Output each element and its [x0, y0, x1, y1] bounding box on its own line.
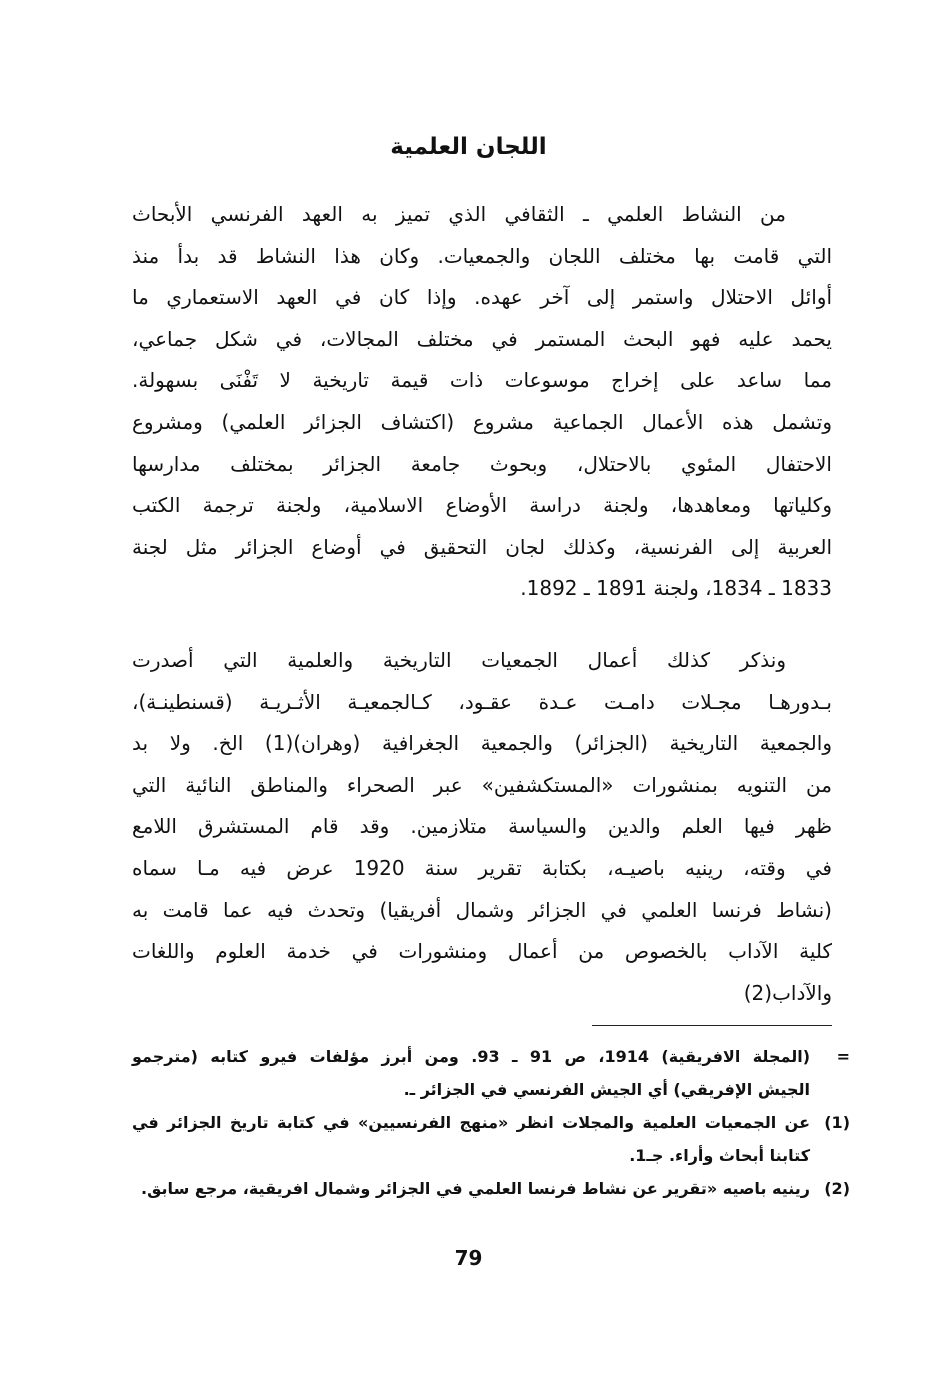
- paragraph-line: العربية إلى الفرنسية، وكذلك لجان التحقيق في أوضاع الجزائر مثل لجنة: [132, 534, 832, 559]
- page-title: اللجان العلمية: [390, 134, 547, 161]
- paragraph-line: أوائل الاحتلال واستمر إلى آخر عهده. وإذا كان في العهد الاستعماري ما: [132, 285, 832, 310]
- paragraph-line: وتشمل هذه الأعمال الجماعية مشروع (اكتشاف الجزائر العلمي) ومشروع: [132, 409, 832, 434]
- footnote-body: [132, 1106, 810, 1172]
- paragraph-line: والجمعية التاريخية (الجزائر) والجمعية الجغرافية (وهران)(1) الخ. ولا بد: [132, 731, 832, 756]
- footnote-marker: (2): [824, 1179, 850, 1198]
- paragraph-2: [132, 640, 832, 1014]
- footnote-line: رينيه باصيه «تقرير عن نشاط فرنسا العلمي في الجزائر وشمال افريقية، مرجع سابق.: [141, 1179, 810, 1198]
- paragraph-line: التي قامت بها مختلف اللجان والجمعيات. وكان هذا النشاط قد بدأ منذ: [132, 243, 832, 268]
- footnote-line: (المجلة الافريقية) 1914، ص 91 ـ 93. ومن أبرز مؤلفات فيرو كتابه (مترجمو: [132, 1047, 811, 1066]
- footnote-line: عن الجمعيات العلمية والمجلات انظر «منهج الفرنسيين» في كتابة تاريخ الجزائر في: [132, 1113, 810, 1132]
- paragraph-line: الاحتفال المئوي بالاحتلال، وبحوث جامعة الجزائر بمختلف مدارسها: [132, 451, 832, 476]
- footnote-line: الجيش الإفريقي) أي الجيش الفرنسي في الجزائر ـ.: [403, 1080, 810, 1099]
- footnote-2: [132, 1172, 850, 1205]
- paragraph-line: (نشاط فرنسا العلمي في الجزائر وشمال أفريقيا) وتحدث فيه عما قامت به: [132, 897, 832, 922]
- paragraph-line: مما ساعد على إخراج موسوعات ذات قيمة تاريخية لا تَفْنَى بسهولة.: [132, 368, 832, 393]
- footnote-marker: (1): [824, 1113, 850, 1132]
- paragraph-line: بـدورهـا مجـلات دامـت عـدة عقـود، كـالجمعيـة الأثـريـة (قسنطينـة)،: [132, 689, 832, 714]
- paragraph-line: وكلياتها ومعاهدها، ولجنة دراسة الأوضاع الاسلامية، ولجنة ترجمة الكتب: [132, 493, 832, 518]
- page-number: 79: [454, 1246, 483, 1270]
- paragraph-line: يحمد عليه فهو البحث المستمر في مختلف المجالات، في شكل جماعي،: [132, 326, 832, 351]
- footnote-continued: [132, 1040, 850, 1106]
- paragraph-line: ونذكر كذلك أعمال الجمعيات التاريخية والعلمية التي أصدرت: [132, 648, 786, 672]
- footnotes: [132, 1040, 850, 1205]
- paragraph-line: في وقته، رينيه باصيـه، بكتابة تقرير سنة 1920 عرض فيه مـا سماه: [132, 855, 832, 880]
- paragraph-line: 1833 ـ 1834، ولجنة 1891 ـ 1892.: [520, 576, 832, 601]
- paragraph-1: [132, 194, 832, 610]
- footnote-body: [132, 1040, 810, 1106]
- paragraph-line: من النشاط العلمي ـ الثقافي الذي تميز به العهد الفرنسي الأبحاث: [132, 202, 786, 226]
- footnote-marker: =: [836, 1047, 850, 1066]
- footnote-1: [132, 1106, 850, 1172]
- paragraph-line: ظهر فيها العلم والدين والسياسة متلازمين. وقد قام المستشرق اللامع: [132, 814, 832, 839]
- footnote-separator: [592, 1025, 832, 1026]
- paragraph-line: والآداب(2): [743, 980, 832, 1005]
- footnote-body: [132, 1172, 810, 1205]
- paragraph-line: من التنويه بمنشورات «المستكشفين» عبر الصحراء والمناطق النائية التي: [132, 772, 832, 797]
- footnote-line: كتابنا أبحاث وأراء. جـ1.: [629, 1146, 810, 1165]
- paragraph-line: كلية الآداب بالخصوص من أعمال ومنشورات في خدمة العلوم واللغات: [132, 939, 832, 964]
